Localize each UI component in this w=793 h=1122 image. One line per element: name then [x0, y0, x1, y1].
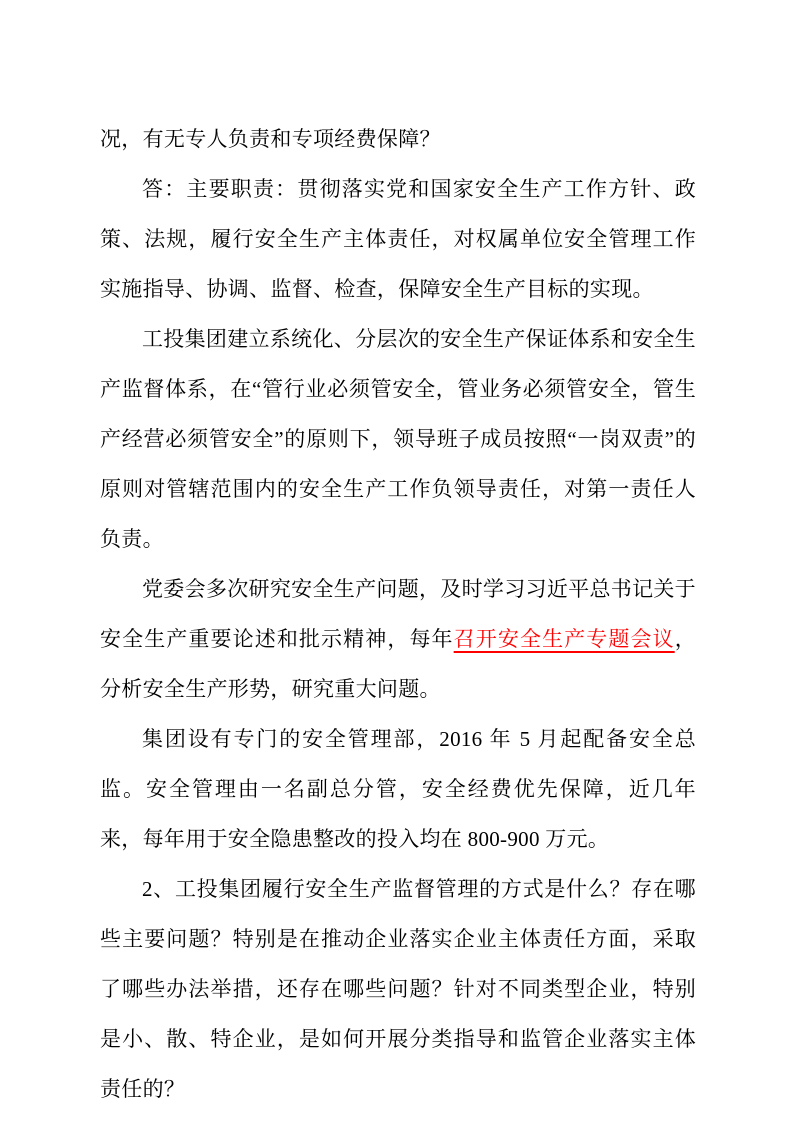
paragraph-question-2: [100, 864, 696, 1114]
text-run: 党委会多次研究安全生产问题，及时学习习近平总书记关于安全生产重要论述和批示精神，每年: [100, 577, 696, 651]
paragraph-continuation: [100, 114, 696, 164]
paragraph-party-committee: [100, 564, 696, 714]
text-run: 集团设有专门的安全管理部，2016 年 5 月起配备安全总监。安全管理由一名副总分管，安全经费优先保障，近几年来，每年用于安全隐患整改的投入均在 800-900 万元。: [100, 727, 696, 851]
text-run: ，分析安全生产形势，研究重大问题。: [100, 627, 696, 701]
highlighted-text-run: 召开安全生产专题会议: [453, 627, 675, 651]
paragraph-safety-system: [100, 314, 696, 564]
text-run: 工投集团建立系统化、分层次的安全生产保证体系和安全生产监督体系，在“管行业必须管安全，管业务必须管安全，管生产经营必须管安全”的原则下，领导班子成员按照“一岗双责”的原则对管辖范围内的安全生产工作负领导责任，对第一责任人负责。: [100, 327, 696, 551]
paragraph-safety-department: [100, 714, 696, 864]
text-run: 2、工投集团履行安全生产监督管理的方式是什么？存在哪些主要问题？特别是在推动企业落实企业主体责任方面，采取了哪些办法举措，还存在哪些问题？针对不同类型企业，特别是小、散、特企业，是如何开展分类指导和监管企业落实主体责任的？: [100, 877, 696, 1101]
document-text-block: [100, 114, 696, 1114]
text-run: 答：主要职责：贯彻落实党和国家安全生产工作方针、政策、法规，履行安全生产主体责任，对权属单位安全管理工作实施指导、协调、监督、检查，保障安全生产目标的实现。: [100, 177, 696, 301]
text-run: 况，有无专人负责和专项经费保障？: [100, 127, 441, 151]
paragraph-answer-duties: [100, 164, 696, 314]
